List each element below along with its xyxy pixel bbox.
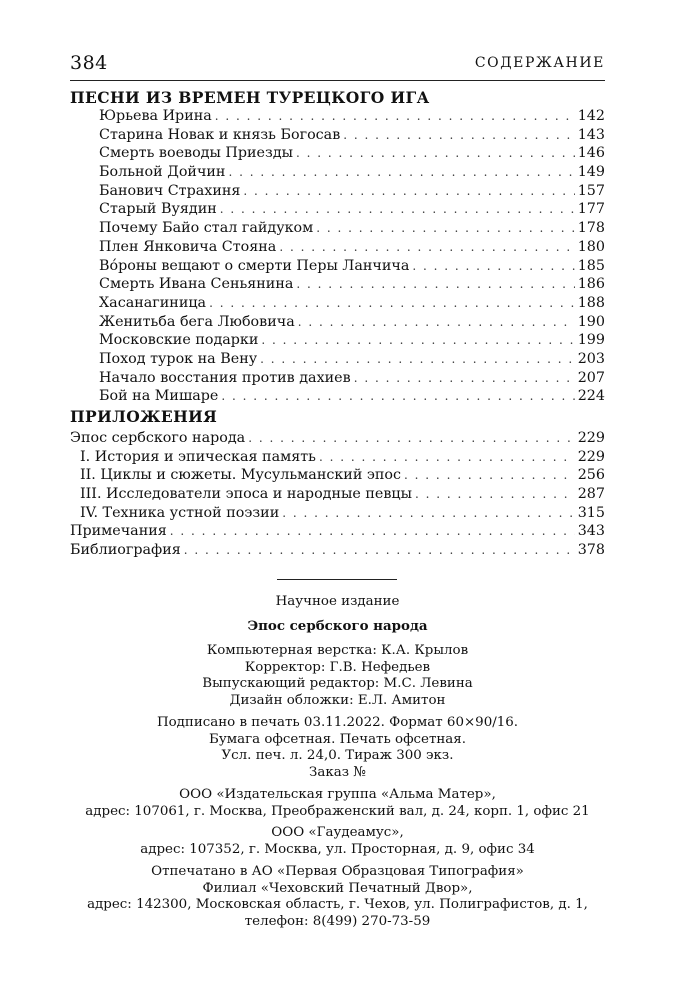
toc-entry-page: 203: [577, 350, 605, 367]
print-info-line: Заказ №: [309, 764, 366, 780]
dot-leader: [343, 128, 574, 142]
toc-entry-page: 256: [577, 467, 605, 484]
dot-leader: [296, 277, 574, 291]
credit-line: Дизайн обложки: Е.Л. Амитон: [229, 692, 446, 708]
toc-entry-page: 343: [577, 523, 605, 540]
print-info-line: Бумага офсетная. Печать офсетная.: [209, 731, 466, 747]
toc-entry: [70, 332, 605, 351]
toc-entry: [70, 542, 605, 561]
running-title: СОДЕРЖАНИЕ: [474, 55, 605, 71]
printer-block: [70, 864, 605, 930]
toc-entry: [70, 145, 605, 164]
publisher-address: адрес: 107061, г. Москва, Преображенский вал, д. 24, корп. 1, офис 21: [85, 803, 590, 819]
toc-entry: [70, 388, 605, 407]
toc-entry: [70, 523, 605, 542]
toc-entry-title: Эпос сербского народа: [70, 430, 246, 446]
toc-entry-title: Женитьба бега Любовича: [99, 313, 295, 330]
printer-line: Отпечатано в АО «Первая Образцовая Типография»: [151, 864, 524, 879]
toc-entry-title: Старый Вуядин: [99, 201, 217, 218]
toc-entry: [70, 430, 605, 449]
dot-leader: [404, 468, 575, 482]
toc-entry: [70, 164, 605, 183]
toc-entry: [70, 108, 605, 127]
toc-entry-title: Хасанагиница: [99, 294, 207, 311]
publisher-address: адрес: 107352, г. Москва, ул. Просторная, д. 9, офис 34: [140, 841, 535, 857]
edition-type: Научное издание: [275, 594, 400, 609]
dot-leader: [415, 487, 575, 501]
toc-entry-page: 199: [577, 332, 605, 349]
toc-entry-title: Старина Новак и князь Богосав: [99, 126, 341, 143]
publisher-name: ООО «Гаудеамус»,: [271, 825, 404, 840]
dot-leader: [296, 146, 575, 160]
publisher-block-2: [70, 825, 605, 858]
page-number: 384: [70, 52, 108, 74]
divider-rule: [277, 579, 397, 580]
dot-leader: [319, 450, 575, 464]
toc-entry-title: III. Исследователи эпоса и народные певцы: [80, 486, 412, 503]
printer-line: телефон: 8(499) 270-73-59: [244, 913, 431, 929]
dot-leader: [243, 184, 574, 198]
toc-entry-title: Бой на Мишаре: [99, 388, 219, 405]
toc-entry-page: 185: [577, 257, 605, 274]
toc-entry: [70, 295, 605, 314]
toc-entry-title: Вóроны вещают о смерти Перы Ланчича: [99, 257, 410, 274]
toc-entry-page: 142: [577, 108, 605, 124]
printer-line: адрес: 142300, Московская область, г. Чехов, ул. Полиграфистов, д. 1,: [87, 897, 588, 913]
credit-line: Выпускающий редактор: М.С. Левина: [202, 676, 473, 692]
toc-entry-title: Начало восстания против дахиев: [99, 369, 351, 386]
toc-entry: [70, 183, 605, 202]
dot-leader: [248, 431, 575, 445]
toc-entry-page: 149: [577, 164, 605, 181]
toc-entry: [70, 239, 605, 258]
toc-entry-title: Примечания: [70, 523, 167, 540]
section-title-appendices: ПРИЛОЖЕНИЯ: [70, 407, 218, 426]
section-title-songs: ПЕСНИ ИЗ ВРЕМЕН ТУРЕЦКОГО ИГА: [70, 88, 430, 107]
toc-entry: [70, 314, 605, 333]
toc-entry-page: 178: [577, 220, 605, 237]
toc-entry-title: Смерть Ивана Сеньянина: [99, 276, 294, 293]
toc-entry-title: Больной Дойчин: [99, 164, 226, 181]
dot-leader: [354, 371, 575, 385]
toc-entry-title: Поход турок на Вену: [99, 350, 258, 367]
credit-line: Компьютерная верстка: К.А. Крылов: [206, 643, 469, 658]
toc-entry-page: 186: [577, 276, 605, 293]
toc-entry: [70, 467, 605, 486]
print-info-line: Подписано в печать 03.11.2022. Формат 60×90/16.: [156, 715, 519, 730]
dot-leader: [260, 352, 575, 366]
dot-leader: [412, 259, 574, 273]
toc-entry-title: Плен Янковича Стояна: [99, 238, 277, 255]
toc-entry: [70, 449, 605, 468]
toc-entry-page: 229: [577, 448, 605, 465]
dot-leader: [170, 524, 575, 538]
toc-entry-page: 177: [577, 201, 605, 218]
toc-entry-page: 188: [577, 294, 605, 311]
toc-entry-title: Библиография: [70, 542, 181, 559]
toc-entry-page: 190: [577, 313, 605, 330]
toc-entry-title: I. История и эпическая память: [80, 448, 316, 465]
toc-entry-page: 224: [577, 388, 605, 405]
dot-leader: [298, 315, 575, 329]
dot-leader: [261, 333, 574, 347]
toc-entry: [70, 127, 605, 146]
toc-entry-title: Почему Байо стал гайдуком: [99, 220, 314, 237]
imprint-edition-block: [70, 594, 605, 634]
publisher-name: ООО «Издательская группа «Альма Матер»,: [179, 787, 496, 802]
dot-leader: [279, 240, 574, 254]
print-info-block: [70, 715, 605, 781]
toc-entry-page: 378: [577, 542, 605, 559]
toc-entry: [70, 201, 605, 220]
toc-entry: [70, 258, 605, 277]
credits-block: [70, 643, 605, 709]
toc-entry: [70, 370, 605, 389]
dot-leader: [221, 389, 574, 403]
toc-entry-page: 180: [577, 238, 605, 255]
toc-entry-title: Московские подарки: [99, 332, 259, 349]
printer-line: Филиал «Чеховский Печатный Двор»,: [202, 880, 473, 896]
toc-entry-title: Банович Страхиня: [99, 182, 241, 199]
dot-leader: [228, 165, 574, 179]
toc-entry-title: IV. Техника устной поэзии: [80, 504, 280, 521]
dot-leader: [209, 296, 575, 310]
toc-entry-title: II. Циклы и сюжеты. Мусульманский эпос: [80, 467, 402, 484]
print-info-line: Усл. печ. л. 24,0. Тираж 300 экз.: [221, 748, 454, 764]
toc-entry: [70, 486, 605, 505]
dot-leader: [316, 221, 574, 235]
toc-entry-title: Юрьева Ирина: [99, 108, 212, 124]
toc-list-appendices: [70, 430, 605, 561]
toc-entry: [70, 505, 605, 524]
credit-line: Корректор: Г.В. Нефедьев: [244, 659, 431, 675]
toc-entry-page: 315: [577, 504, 605, 521]
toc-entry-page: 287: [577, 486, 605, 503]
dot-leader: [215, 109, 575, 123]
toc-entry-page: 207: [577, 369, 605, 386]
dot-leader: [184, 543, 575, 557]
toc-entry: [70, 351, 605, 370]
toc-list-songs: [70, 108, 605, 407]
toc-entry-page: 157: [577, 182, 605, 199]
toc-entry: [70, 220, 605, 239]
toc-entry-page: 146: [577, 145, 605, 162]
dot-leader: [282, 506, 574, 520]
book-title: Эпос сербского народа: [247, 617, 428, 634]
dot-leader: [220, 202, 575, 216]
toc-entry-page: 143: [577, 126, 605, 143]
publisher-block-1: [70, 787, 605, 820]
toc-entry-title: Смерть воеводы Приезды: [99, 145, 293, 162]
page-header: [70, 52, 605, 81]
toc-entry-page: 229: [577, 430, 605, 446]
toc-entry: [70, 276, 605, 295]
